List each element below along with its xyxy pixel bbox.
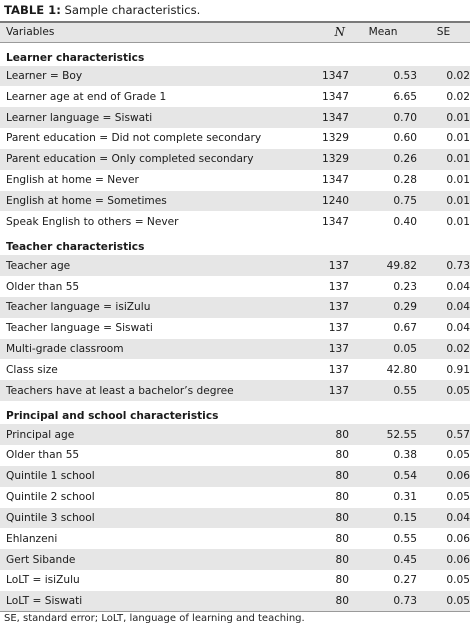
cell-mean: 0.15 (393, 511, 417, 524)
cell-se: 0.04 (446, 511, 470, 524)
cell-mean: 52.55 (386, 428, 417, 441)
cell-variable: Learner language = Siswati (6, 111, 153, 124)
cell-se: 0.05 (446, 384, 470, 397)
cell-n: 137 (328, 384, 349, 397)
cell-variable: Older than 55 (6, 449, 80, 462)
cell-se: 0.04 (446, 280, 470, 293)
cell-n: 80 (335, 470, 349, 483)
cell-se: 0.91 (446, 363, 470, 376)
cell-variable: Quintile 1 school (6, 470, 95, 483)
table-row (0, 86, 470, 107)
section-header-row (0, 232, 470, 255)
cell-variable: Gert Sibande (6, 553, 76, 566)
cell-n: 1347 (322, 90, 349, 103)
table-row (0, 66, 470, 87)
cell-n: 80 (335, 574, 349, 587)
cell-variable: Learner = Boy (6, 69, 83, 82)
cell-mean: 0.26 (393, 153, 417, 166)
cell-n: 80 (335, 428, 349, 441)
header-n: N (296, 22, 349, 42)
cell-mean: 6.65 (393, 90, 417, 103)
cell-se: 0.04 (446, 322, 470, 335)
cell-variable: Parent education = Only completed secondary (6, 153, 254, 166)
cell-variable: Parent education = Did not complete secondary (6, 132, 262, 145)
cell-n: 137 (328, 280, 349, 293)
cell-se: 0.01 (446, 153, 470, 166)
cell-mean: 0.27 (393, 574, 417, 587)
cell-se: 0.01 (446, 215, 470, 228)
cell-se: 0.01 (446, 111, 470, 124)
cell-se: 0.04 (446, 301, 470, 314)
cell-mean: 0.60 (393, 132, 417, 145)
cell-se: 0.01 (446, 194, 470, 207)
cell-mean: 0.54 (393, 470, 417, 483)
table-caption-label: TABLE 1: (4, 3, 61, 17)
table-row (0, 445, 470, 466)
cell-n: 80 (335, 553, 349, 566)
cell-variable: Quintile 3 school (6, 511, 95, 524)
cell-mean: 0.67 (393, 322, 417, 335)
section-title: Learner characteristics (6, 51, 145, 64)
table-caption (4, 3, 200, 17)
table-row (0, 339, 470, 360)
cell-se: 0.02 (446, 69, 470, 82)
cell-se: 0.06 (446, 532, 470, 545)
section-title: Principal and school characteristics (6, 410, 219, 423)
cell-mean: 0.70 (393, 111, 417, 124)
cell-se: 0.01 (446, 132, 470, 145)
table-row (0, 211, 470, 232)
cell-n: 137 (328, 301, 349, 314)
cell-se: 0.05 (446, 449, 470, 462)
cell-se: 0.06 (446, 553, 470, 566)
cell-variable: Learner age at end of Grade 1 (6, 90, 167, 103)
cell-n: 137 (328, 322, 349, 335)
cell-variable: Teacher language = isiZulu (6, 301, 151, 314)
cell-n: 1347 (322, 69, 349, 82)
cell-mean: 0.38 (393, 449, 417, 462)
cell-variable: Multi-grade classroom (6, 343, 124, 356)
cell-mean: 0.55 (393, 384, 417, 397)
cell-se: 0.01 (446, 174, 470, 187)
table-row (0, 591, 470, 612)
cell-se: 0.06 (446, 470, 470, 483)
cell-se: 0.05 (446, 491, 470, 504)
cell-mean: 0.75 (393, 194, 417, 207)
table-row (0, 297, 470, 318)
table-row (0, 359, 470, 380)
cell-variable: Teacher age (6, 259, 71, 272)
cell-n: 1329 (322, 153, 349, 166)
cell-se: 0.57 (446, 428, 470, 441)
table-row (0, 487, 470, 508)
cell-variable: Speak English to others = Never (6, 215, 179, 228)
section-title: Teacher characteristics (6, 241, 145, 254)
table-row (0, 380, 470, 401)
cell-n: 1347 (322, 215, 349, 228)
sample-characteristics-table (0, 21, 470, 612)
table-footnote: SE, standard error; LoLT, language of learning and teaching. (4, 613, 305, 624)
table-row (0, 318, 470, 339)
cell-variable: Teachers have at least a bachelor’s degree (6, 384, 234, 397)
cell-variable: Ehlanzeni (6, 532, 58, 545)
table-row (0, 549, 470, 570)
cell-variable: English at home = Sometimes (6, 194, 167, 207)
cell-se: 0.02 (446, 343, 470, 356)
cell-variable: Principal age (6, 428, 75, 441)
cell-mean: 0.31 (393, 491, 417, 504)
table-row (0, 276, 470, 297)
table-header-row (0, 22, 470, 42)
cell-mean: 42.80 (386, 363, 417, 376)
cell-variable: Older than 55 (6, 280, 80, 293)
section-header-row (0, 401, 470, 424)
cell-se: 0.02 (446, 90, 470, 103)
table-row (0, 170, 470, 191)
cell-mean: 0.53 (393, 69, 417, 82)
header-variables: Variables (0, 22, 296, 42)
table-row (0, 149, 470, 170)
table-body (0, 42, 470, 612)
table-caption-text: Sample characteristics. (60, 3, 201, 17)
cell-n: 1347 (322, 111, 349, 124)
cell-mean: 0.29 (393, 301, 417, 314)
cell-n: 137 (328, 343, 349, 356)
header-se: SE (417, 22, 470, 42)
cell-variable: Teacher language = Siswati (6, 322, 153, 335)
cell-variable: LoLT = isiZulu (6, 574, 80, 587)
cell-n: 137 (328, 363, 349, 376)
cell-mean: 0.73 (349, 591, 417, 612)
cell-se: 0.73 (446, 259, 470, 272)
table-row (0, 107, 470, 128)
table-row (0, 528, 470, 549)
cell-mean: 49.82 (386, 259, 417, 272)
cell-n: 1347 (322, 174, 349, 187)
cell-n: 1329 (322, 132, 349, 145)
table-row (0, 508, 470, 529)
cell-mean: 0.05 (393, 343, 417, 356)
cell-n: 1240 (322, 194, 349, 207)
cell-n: 80 (335, 491, 349, 504)
section-header-row (0, 42, 470, 66)
cell-n: 80 (335, 511, 349, 524)
cell-n: 80 (296, 591, 349, 612)
cell-mean: 0.55 (393, 532, 417, 545)
cell-n: 80 (335, 532, 349, 545)
cell-mean: 0.40 (393, 215, 417, 228)
cell-mean: 0.45 (393, 553, 417, 566)
cell-se: 0.05 (446, 574, 470, 587)
cell-mean: 0.28 (393, 174, 417, 187)
cell-n: 80 (335, 449, 349, 462)
cell-variable: Quintile 2 school (6, 491, 95, 504)
cell-variable: English at home = Never (6, 174, 139, 187)
table-row (0, 191, 470, 212)
table-row (0, 128, 470, 149)
table-row (0, 255, 470, 276)
table-row (0, 466, 470, 487)
cell-variable: LoLT = Siswati (0, 591, 296, 612)
cell-variable: Class size (6, 363, 58, 376)
cell-mean: 0.23 (393, 280, 417, 293)
header-mean: Mean (349, 22, 417, 42)
cell-se: 0.05 (417, 591, 470, 612)
cell-n: 137 (328, 259, 349, 272)
table-row (0, 424, 470, 445)
table-row (0, 570, 470, 591)
